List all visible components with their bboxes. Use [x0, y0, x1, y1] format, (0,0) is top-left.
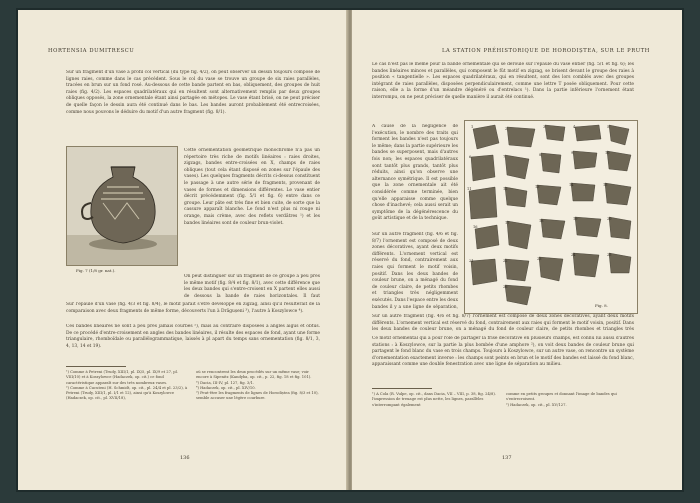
left-para-5: Ces bandes linéaires ne sont à peu près jamais courbes ⁵), mais au contraire disposées à angles aigus et obtus. De ce procédé d'entre-croisement en angles des bandes linéaires, il résulte des espaces de fond, ayant une forme triangulaire, rhomboïdale ou parallélogrammatique, laissés à pl apart du temps sans ornementation (fig. 8/1, 3, 4, 13, 14 et 19).	[66, 324, 320, 349]
sherd	[609, 217, 631, 239]
sherd-number: 14	[569, 183, 574, 187]
right-para-3: Sur un autre fragment (fig. 4/6 et fig. 8/7) l'ornement est composé de deux zones décoratives, ayant deux motifs différents. L'ornement vertical est réservé du fond, contrairement aux raies qui forment le motif voisin, positif. Dans les deux bandes de couleur brune, on a ménagé du fond de couleur claire, de petits rhombes et triangles très négligemment exécutés. Dans l'espace entre les deux bandes il y a une ligne de séparation,	[372, 232, 458, 310]
sherd	[471, 259, 497, 285]
vase-photo	[66, 146, 178, 266]
sherd-number: 19	[573, 217, 578, 221]
left-running-head: HORTENSIA DUMITRESCU	[48, 48, 135, 54]
sherd-number: 16	[473, 225, 478, 229]
sherd-number: 10	[605, 151, 610, 155]
sherd-number: 3	[543, 125, 546, 129]
sherd	[505, 155, 529, 179]
right-page-number: 137	[502, 455, 512, 461]
sherd	[571, 183, 595, 201]
sherd	[539, 257, 563, 281]
right-notes-col-2	[506, 392, 634, 448]
right-para-2: A cause de la négligence de l'exécution, le nombre des traits qui forment les bandes n'est pas toujours le même; dans la partie supérieure les bandes se superposent, mais d'autres fois non; les espaces quadrilatéraux sont tantôt plus grands, tantôt plus réduits, ainsi qu'on observe une alternance symétrique. Il est possible que la zone ornementale ait été considérée comme terminée, bien qu'elle apparaisse comme quelque chose d'inachevé; cela aussi serait un symptôme de la dégénérescence du goût artistique et de la technique.	[372, 124, 458, 222]
sherd	[507, 221, 531, 249]
right-note-1-cont: comme en petits groupes et donnant l'image de bandes qui s'entrecroisent.	[506, 392, 617, 402]
sherd-number: 9	[571, 151, 574, 155]
right-note-1: ¹) A Cola (R. Vulpe, op. cit., dans Dacia, VII – VIII, p. 38, fig. 24/8). l'impression de treuage est plus nette, les lignes, parallèles s'interrompant également	[372, 392, 496, 407]
sherd-number: 26	[503, 285, 508, 289]
sherd	[573, 253, 599, 277]
sherd	[537, 185, 561, 205]
left-note-4: ⁴) Hadaczek, op. cit., pl. XIV/10.	[196, 385, 256, 390]
right-para-4: Ce motif ornemental qui a pour rôle de partager la frise décorative en plusieurs champs, est connu lui aussi d'autres stations : à Koszylowce, sur la partie la plus bombée d'une amphore ²), on voit deux bandes de couleur brune qui partagent le fond blanc du vase en trois champs. Toujours à Koszylowce, sur un autre vase, on rencontre un système d'ornementation exactement inverse : les champs sont peints en brun et le motif des bandes est laissé du fond blanc, apparaissant comme une double fenestration avec une ligne de séparation au milieu.	[372, 336, 634, 368]
sherd	[573, 151, 597, 169]
left-para-3: On peut distinguer sur un fragment de ce groupe à peu près le même motif (fig. 8/4 et fig. 8/1), avec cette différence que les deux bandes qui s'entre-croisent en X partent elles aussi de dessous la bande de raies horizontales. Il faut	[184, 274, 320, 299]
sherd-number: 6	[469, 155, 472, 159]
vase-image	[67, 147, 177, 265]
sherd-number: 12	[503, 187, 508, 191]
sherd-number: 8	[539, 153, 542, 157]
left-notes-col-2	[196, 370, 320, 448]
sherd-number: 5	[607, 125, 610, 129]
sherd-number: 4	[573, 125, 576, 129]
right-para-3-cont: Sur un autre fragment (fig. 4/6 et fig. 8/7) l'ornement est composé de deux zones décoratives, ayant deux motifs différents. L'ornement vertical est réservé du fond, contrairement aux raies qui forment le motif voisin, positif. Dans les deux bandes de couleur brune, on a ménagé du fond de couleur claire, de petits rhombes et triangles très	[372, 314, 634, 333]
left-figure-caption: Fig. 7 (1/8 gr. nat.).	[76, 268, 116, 273]
sherd	[469, 187, 497, 219]
right-para-1: Le cas n'est pas le même pour la bande ornementale qui se déroule sur l'épaule du vase entier (fig. 5/1 et fig. 6); les bandes linéaires minces et parallèles, qui composent le fût motif en zigzag, se brisent devant le groupe des raies à position « tangentielle ». Les espaces quadrilatéraux, qui en résultent, sont des lors comblés avec des groupes intégrant de raies parallèles, disposées perpendiculairement, comme une lettre T posée obliquement. Pour cette raison, elle a la forme d'un méandre dégénéré ou d'entrelacs ¹). Dans la partie inférieure l'ornement étant interrompu, on ne peut préciser de quelle manière il aurait été continué.	[372, 62, 634, 100]
sherds-image	[465, 121, 637, 313]
right-note-2: ²) Hadaczek, op. cit., pl. XV/127.	[506, 402, 567, 407]
sherd-number: 1	[471, 125, 474, 129]
sherd	[471, 155, 495, 181]
sherd-number: 2	[505, 127, 508, 131]
left-note-2: ²) Comme à Cucuteni (H. Schmidt, op. cit., pl. 24/4 et pl. 23/2), à Petreni (Trudy, XIII/1, pl. I/1 et 12), ainsi qu'à Koszylowce (Hadaczek, op. cit., pl. XVII/18),	[66, 385, 188, 401]
sherd-number: 21	[469, 259, 474, 263]
sherd-number: 23	[537, 257, 542, 261]
sherd	[507, 127, 535, 147]
right-notes-rule	[372, 388, 432, 389]
sherd	[541, 219, 565, 239]
sherd-number: 25	[607, 253, 612, 257]
sherd	[475, 225, 499, 249]
sherd	[575, 217, 601, 237]
right-notes-col-1	[372, 392, 498, 448]
sherd-number: 24	[571, 253, 576, 257]
sherd	[545, 125, 565, 141]
left-page-number: 136	[180, 455, 190, 461]
sherd	[541, 153, 561, 173]
right-figure-caption: Fig. 8.	[595, 303, 608, 308]
sherd-number: 20	[607, 217, 612, 221]
sherd-number: 7	[503, 155, 506, 159]
sherd-number: 22	[503, 259, 508, 263]
sherd	[575, 125, 601, 141]
left-note-3: ³) Dacia, III-IV, pl. 127, fig. 3/1.	[196, 380, 255, 385]
right-running-head: LA STATION PRÉHISTORIQUE DE HORODIȘTEA, SUR LE PRUTH	[442, 48, 650, 54]
left-page	[18, 10, 348, 490]
left-notes-rule	[66, 366, 126, 367]
left-notes-col-1	[66, 370, 188, 448]
left-para-2: Cette ornementation géométrique monochrome n'a pas un répertoire très riche de motifs linéaires : raies droites, zigzags, bandes entre-croisées en X, champs de raies obliques (tout cela étant disposé en zones sur l'épaule des vases). Les quelques fragments décrits ci-dessus constituent le passage à une autre série de fragments, provenant de vases de formes et dimensions différentes. Le vase entier décrit précédemment (fig. 5/1 et fig. 6) entre dans ce groupe. Leur pâte est très fine et bien cuite, de sorte que la cassure apparaît blanche. Le fond n'est plus ni rouge ni orange, mais crème, avec des reflets verdâtres ¹) et les bandes linéaires sont de couleur brun-violet.	[184, 148, 320, 226]
left-para-3b: Sur l'épaule d'un vase (fig. 4/3 et fig. 8/4), le motif paraît s'être développé en zigzag, ainsi qu'il résulterait de la comparaison avec deux fragments de même forme, découverts l'un à Drăgușeni ³), l'autre à Koszylowce ⁴).	[66, 302, 320, 314]
sherd-number: 13	[535, 185, 540, 189]
left-note-2-cont: où se rencontrent les deux procédés sur un même vase; voir encore à Sipenitz (Kandyba, op. cit., p. 22, fig. 18 et fig. 101).	[196, 370, 312, 380]
book-spread	[18, 10, 682, 490]
sherd-number: 18	[539, 219, 544, 223]
sherds-plate	[464, 120, 638, 314]
sherd-number: 15	[603, 183, 608, 187]
left-note-5: ⁵) Peut-être les fragments de lignes de Horodiștea (fig. 8/3 et 10), semble accuser une légère courbure.	[196, 391, 319, 401]
sherd-number: 11	[467, 187, 472, 191]
sherd	[605, 183, 631, 205]
sherd	[505, 259, 529, 281]
sherd-number: 17	[505, 221, 510, 225]
right-page	[352, 10, 682, 490]
left-para-1: Sur un fragment d'un vase à profil col vertical (du type fig. 4/2), on peut observer un dessin toujours composé de lignes raies, comme dans le cas précédent. Sous le col du vase se trouve un groupe de six raies parallèles, tracées en brun sur un fond rosé. Au-dessous de cette bande partent en bas, obliquement, des groupes de huit raies (fig. 4/2). Les espaces quadrilatéraux qui en résultent sont alternativement remplis par deux groupes obliques opposés, la zone ornementale étant ainsi partagée en métopes. Le vase étant brisé, on ne peut préciser de quelle façon le dessin aura été continué dans le bas. Les bandes auront probablement été entrecroisées, comme nous pouvons le déduire du motif d'un autre fragment (fig. 8/1).	[66, 70, 320, 115]
left-note-1: ¹) Comme à Petreni (Trudy, XIII/1, pl. IX/5, pl. IX/9 et 27, pl. VIII/10) et à Koszylowce (Hadaczek, op. cit.) ce fond caractéristique apparaît sur des très nombreux vases.	[66, 370, 178, 385]
